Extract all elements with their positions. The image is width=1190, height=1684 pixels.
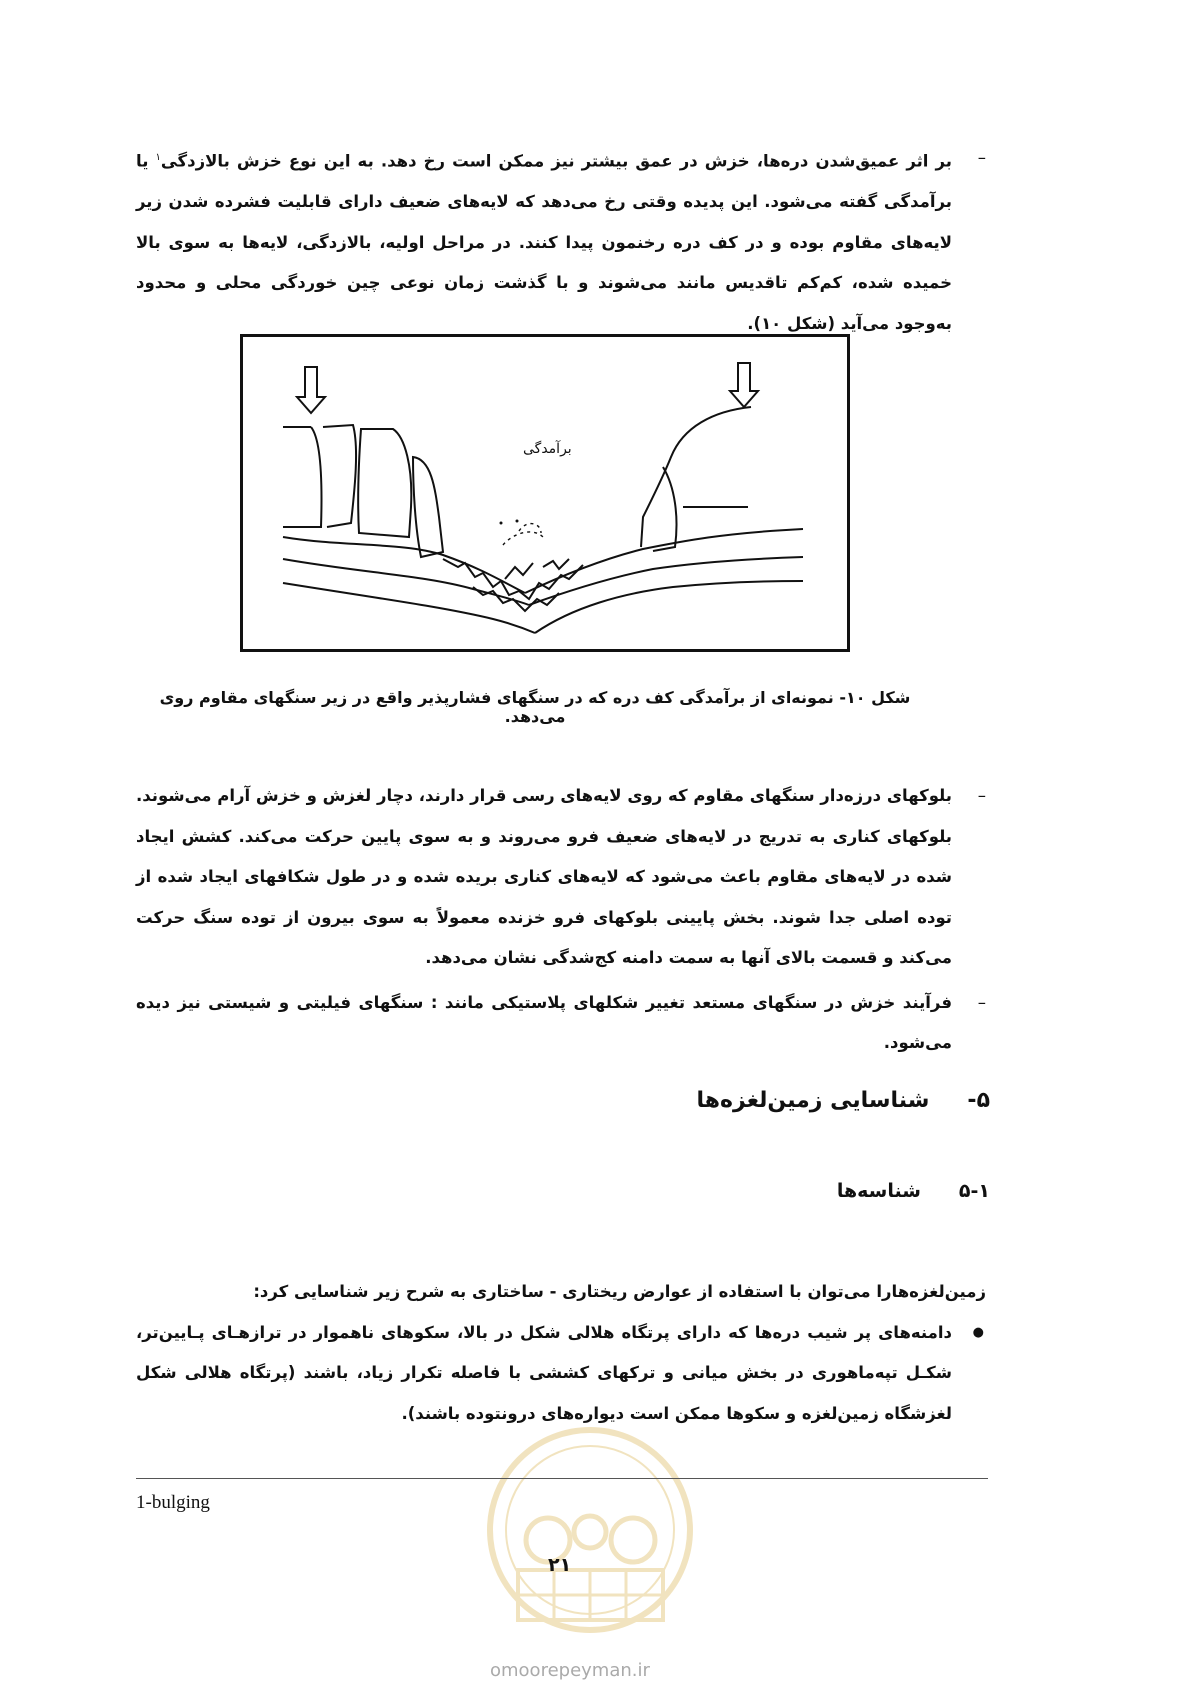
subsection-number: ۵-۱ (958, 1180, 990, 1202)
paragraph-text: زمین‌لغزه‌هارا می‌توان با استفاده از عوارض ریختاری - ساختاری به شرح زیر شناسایی کرد: (253, 1282, 986, 1301)
paragraph-text: دامنه‌های پر شیب دره‌ها که دارای پرتگاه هلالی شکل در بالا، سکوهای ناهموار در ترازهـای پـایین‌تر، شکـل تپه‌ماهوری در بخش میانی و ترکهای کششی با فاصله تکرار زیاد، باشند (پرتگاه هلالی شکل لغزشگاه زمین‌لغزه و سکوها ممکن است دیواره‌های درونتوده باشند). (136, 1322, 952, 1423)
figure-label: برآمدگی (523, 441, 572, 457)
watermark-logo-icon (478, 1420, 703, 1655)
section-heading (697, 1088, 990, 1113)
dash-list-item (136, 776, 986, 979)
page-number: ۲۱ (548, 1554, 572, 1576)
paragraph-identification (136, 1272, 986, 1434)
paragraph-text: یا برآمدگی گفته می‌شود. این پدیده وقتی رخ می‌دهد که لایه‌های ضعیف دارای قابلیت فشرده شدن زیر لایه‌های مقاوم بوده و در کف دره رخنمون پیدا کنند. در مراحل اولیه، بالازدگی، لایه‌ها به سوی بالا خمیده شده، کم‌کم تاقدیس مانند می‌شوند و با گذشت زمان نوعی چین خوردگی محلی و محدود به‌وجود می‌آید (شکل ۱۰). (136, 151, 952, 333)
dash-list-item (136, 138, 986, 344)
footnote-divider (136, 1478, 988, 1479)
figure-caption: شکل ۱۰- نمونه‌ای از برآمدگی کف دره که در سنگهای فشارپذیر واقع در زیر سنگهای مقاوم روی می‌دهد. (159, 688, 911, 726)
bullet-list-item (136, 1313, 986, 1435)
paragraph-text: بلوکهای درزه‌دار سنگهای مقاوم که روی لایه‌های رسی قرار دارند، دچار لغزش و خزش آرام می‌شوند. بلوکهای کناری به تدریج در لایه‌های ضعیف فرو می‌روند و به سوی پایین حرکت می‌کند. کشش ایجاد شده در لایه‌های مقاوم باعث می‌شود که لایه‌های کناری بریده شده و در طول شکافهای ایجاد شده از توده اصلی جدا شوند. بخش پایینی بلوکهای فرو خزنده معمولاً به سوی بیرون از توده سنگ حرکت می‌کند و قسمت بالای آنها به سمت دامنه کج‌شدگی نشان می‌دهد. (136, 786, 952, 967)
section-title: شناسایی زمین‌لغزه‌ها (696, 1088, 930, 1113)
paragraph-bulging (136, 138, 986, 344)
down-arrow-icon (730, 363, 758, 407)
down-arrow-icon (297, 367, 325, 413)
figure-10 (240, 334, 850, 652)
watermark-text: omoorepeyman.ir (490, 1660, 650, 1681)
subsection-title: شناسه‌ها (836, 1180, 921, 1202)
section-number: ۵- (967, 1088, 990, 1113)
subsection-heading (837, 1180, 990, 1202)
footnote-marker: ۱ (155, 152, 161, 163)
paragraph-text: بر اثر عمیق‌شدن دره‌ها، خزش در عمق بیشتر نیز ممکن است رخ دهد. به این نوع خزش بالازدگی (160, 151, 952, 171)
dash-list-item (136, 983, 986, 1064)
footnote: 1-bulging (136, 1492, 210, 1513)
valley-bulging-diagram (243, 337, 847, 649)
paragraph-text: فرآیند خزش در سنگهای مستعد تغییر شکلهای پلاستیکی مانند : سنگهای فیلیتی و شیستی نیز دیده می‌شود. (136, 992, 952, 1052)
paragraph-blocks (136, 776, 986, 1064)
